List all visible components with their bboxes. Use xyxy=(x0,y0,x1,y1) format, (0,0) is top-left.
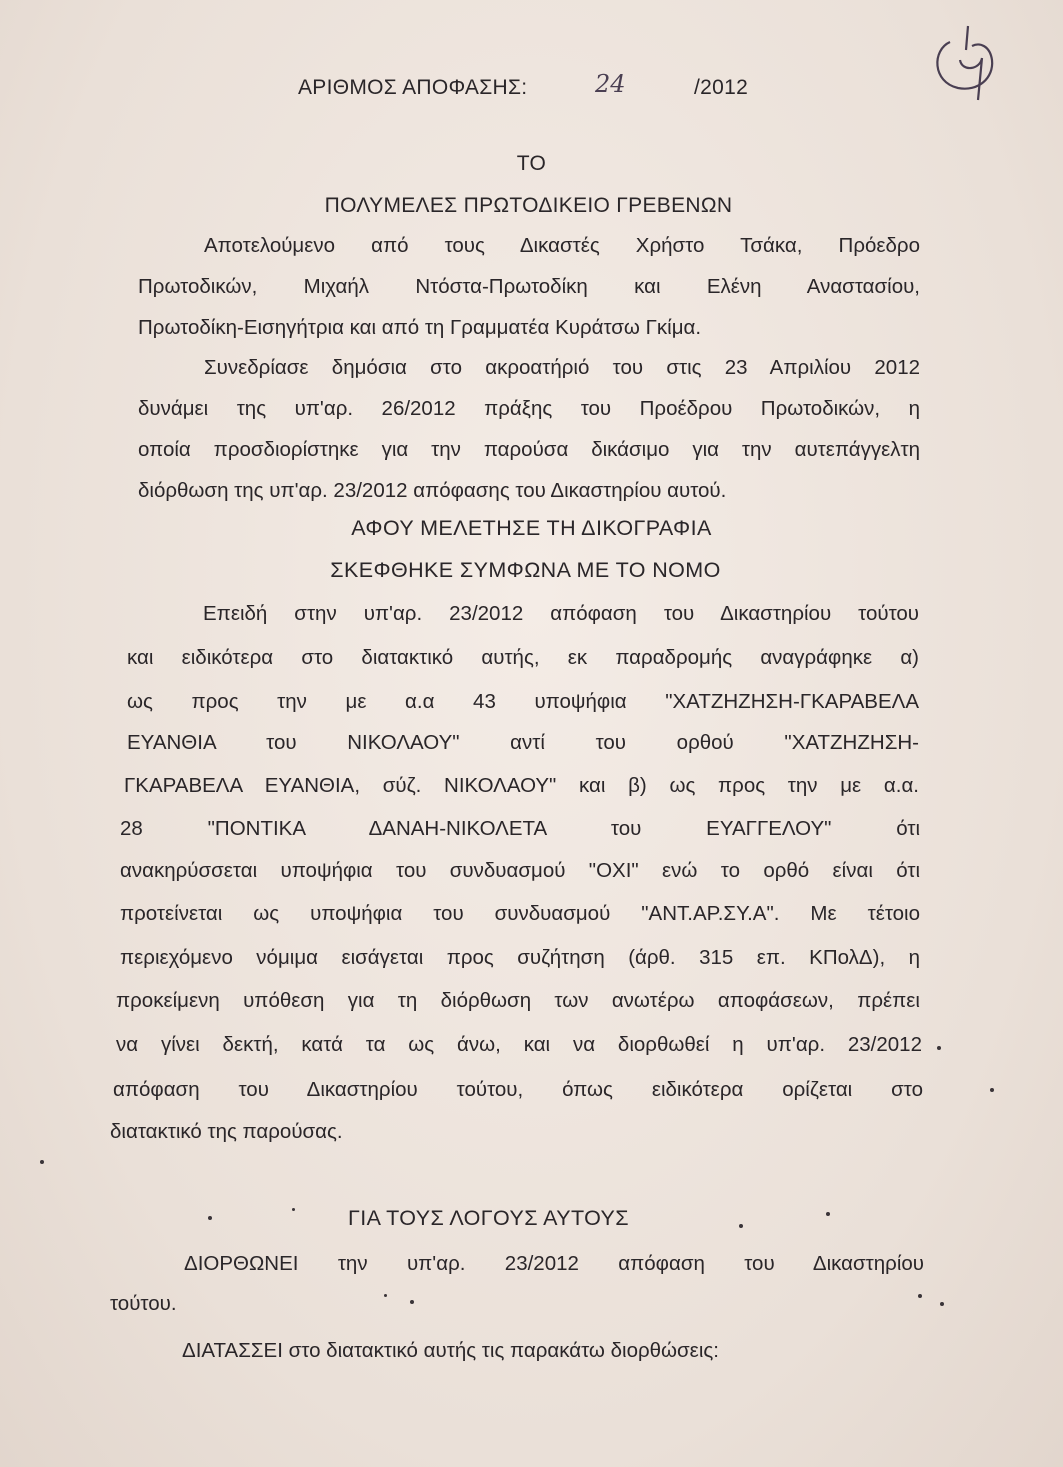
scan-speck xyxy=(918,1294,922,1298)
intro-line-2: Πρωτοδικών, Μιχαήλ Ντόστα-Πρωτοδίκη και Ελένη Αναστασίου, xyxy=(138,275,920,298)
reasoning-line-13: διατακτικό της παρούσας. xyxy=(110,1120,343,1143)
intro-line-3: Πρωτοδίκη-Εισηγήτρια και από τη Γραμματέα Κυράτσω Γκίμα. xyxy=(138,316,702,339)
reasoning-line-4: ΕΥΑΝΘΙΑ του ΝΙΚΟΛΑΟΥ" αντί του ορθού "ΧΑΤΖΗΖΗΣΗ- xyxy=(127,731,919,754)
scan-speck xyxy=(384,1294,387,1297)
decision-number-handwritten: 24 xyxy=(595,70,626,98)
reasoning-line-6: 28 "ΠΟΝΤΙΚΑ ΔΑΝΑΗ-ΝΙΚΟΛΕΤΑ του ΕΥΑΓΓΕΛΟΥ" ότι xyxy=(120,817,920,840)
scan-speck xyxy=(410,1300,414,1304)
heading-considered-law: ΣΚΕΦΘΗΚΕ ΣΥΜΦΩΝΑ ΜΕ ΤΟ ΝΟΜΟ xyxy=(330,558,721,582)
handwritten-page-mark xyxy=(920,20,1010,110)
reasoning-line-9: περιεχόμενο νόμιμα εισάγεται προς συζήτηση (άρθ. 315 επ. ΚΠολΔ), η xyxy=(120,946,920,969)
court-name: ΠΟΛΥΜΕΛΕΣ ΠΡΩΤΟΔΙΚΕΙΟ ΓΡΕΒΕΝΩΝ xyxy=(324,194,733,217)
corrects-line-2: τούτου. xyxy=(110,1292,177,1315)
intro-line-1: Αποτελούμενο από τους Δικαστές Χρήστο Τσάκα, Πρόεδρο xyxy=(204,234,920,257)
scan-speck xyxy=(739,1224,743,1228)
scan-speck xyxy=(208,1216,212,1220)
session-line-2: δυνάμει της υπ'αρ. 26/2012 πράξης του Προέδρου Πρωτοδικών, η xyxy=(138,397,920,420)
title-line-1: ΤΟ xyxy=(516,152,547,175)
decision-year: /2012 xyxy=(694,76,749,99)
reasoning-line-5: ΓΚΑΡΑΒΕΛΑ ΕΥΑΝΘΙΑ, σύζ. ΝΙΚΟΛΑΟΥ" και β) ως προς την με α.α. xyxy=(124,774,919,797)
reasoning-line-2: και ειδικότερα στο διατακτικό αυτής, εκ παραδρομής αναγράφηκε α) xyxy=(127,646,919,669)
reasoning-line-1: Επειδή στην υπ'αρ. 23/2012 απόφαση του Δικαστηρίου τούτου xyxy=(203,602,919,625)
session-line-4: διόρθωση της υπ'αρ. 23/2012 απόφασης του Δικαστηρίου αυτού. xyxy=(138,479,727,502)
session-line-3: οποία προσδιορίστηκε για την παρούσα δικάσιμο για την αυτεπάγγελτη xyxy=(138,438,920,461)
corrects-line-1: ΔΙΟΡΘΩΝΕΙ την υπ'αρ. 23/2012 απόφαση του Δικαστηρίου xyxy=(184,1252,924,1275)
scan-speck xyxy=(990,1088,994,1092)
heading-for-these-reasons: ΓΙΑ ΤΟΥΣ ΛΟΓΟΥΣ ΑΥΤΟΥΣ xyxy=(348,1206,629,1230)
scan-speck xyxy=(826,1212,830,1216)
decision-number-label: ΑΡΙΘΜΟΣ ΑΠΟΦΑΣΗΣ: xyxy=(298,76,528,99)
reasoning-line-8: προτείνεται ως υποψήφια του συνδυασμού "ΑΝΤ.ΑΡ.ΣΥ.Α". Με τέτοιο xyxy=(120,902,920,925)
reasoning-line-7: ανακηρύσσεται υποψήφια του συνδυασμού "ΟΧΙ" ενώ το ορθό είναι ότι xyxy=(120,859,920,882)
orders-line: ΔΙΑΤΑΣΣΕΙ στο διατακτικό αυτής τις παρακάτω διορθώσεις: xyxy=(182,1339,719,1362)
reasoning-line-12: απόφαση του Δικαστηρίου τούτου, όπως ειδικότερα ορίζεται στο xyxy=(113,1078,923,1101)
scan-speck xyxy=(292,1208,295,1211)
session-line-1: Συνεδρίασε δημόσια στο ακροατήριό του στις 23 Απριλίου 2012 xyxy=(204,356,920,379)
reasoning-line-11: να γίνει δεκτή, κατά τα ως άνω, και να διορθωθεί η υπ'αρ. 23/2012 xyxy=(116,1033,922,1056)
scan-speck xyxy=(40,1160,44,1164)
scan-speck xyxy=(940,1302,944,1306)
heading-studied-file: ΑΦΟΥ ΜΕΛΕΤΗΣΕ ΤΗ ΔΙΚΟΓΡΑΦΙΑ xyxy=(351,516,712,540)
reasoning-line-3: ως προς την με α.α 43 υποψήφια "ΧΑΤΖΗΖΗΣΗ-ΓΚΑΡΑΒΕΛΑ xyxy=(127,690,919,713)
scan-speck xyxy=(937,1046,941,1050)
reasoning-line-10: προκείμενη υπόθεση για τη διόρθωση των ανωτέρω αποφάσεων, πρέπει xyxy=(116,989,920,1012)
